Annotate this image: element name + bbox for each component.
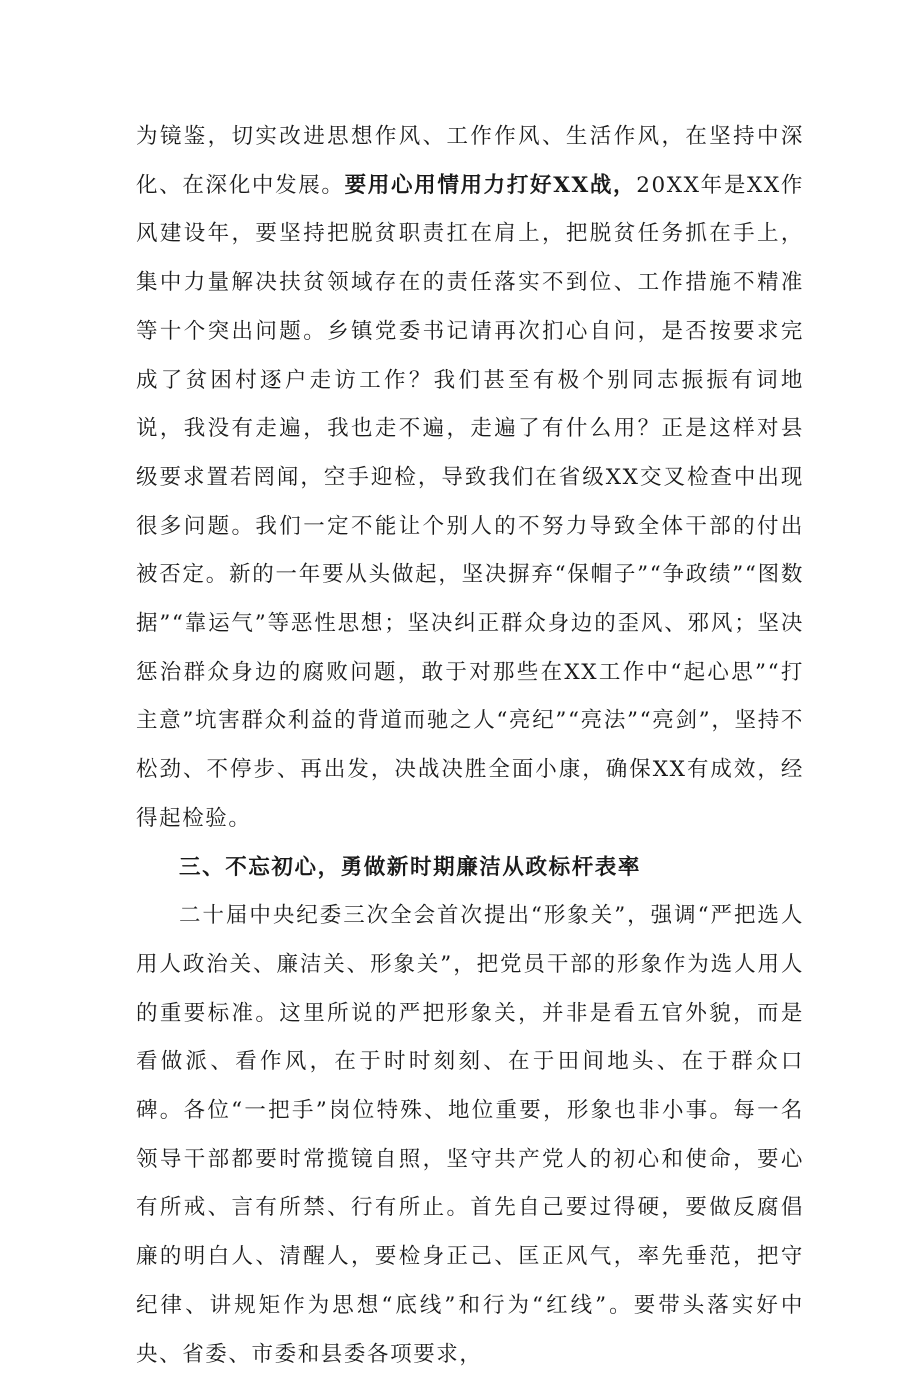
paragraph: 二十届中央纪委三次全会首次提出“形象关”，强调“严把选人用人政治关、廉洁关、形象关”，把党员干部的形象作为选人用人的重要标准。这里所说的严把形象关，并非是看五官外貌，而是看做派、看作风，在于时时刻刻、在于田间地头、在于群众口碑。各位“一把手”岗位特殊、地位重要，形象也非小事。每一名领导干部都要时常揽镜自照，坚守共产党人的初心和使命，要心有所戒、言有所禁、行有所止。首先自己要过得硬，要做反腐倡廉的明白人、清醒人，要检身正己、匡正风气，率先垂范，把守纪律、讲规矩作为思想“底线”和行为“红线”。要带头落实好中央、省委、市委和县委各项要求，: [136, 903, 804, 1367]
paragraph-continued: [136, 113, 804, 844]
paragraph-text: 为镜鉴，切实改进思想作风、工作作风、生活作风，在坚持中深化、在深化中发展。: [136, 124, 804, 198]
section-heading: 三、不忘初心，勇做新时期廉洁从政标杆表率: [179, 854, 642, 880]
bold-lead-sentence: 要用心用情用力打好XX战，: [344, 172, 637, 198]
paragraph-text: 20XX年是XX作风建设年，要坚持把脱贫职责扛在肩上，把脱贫任务抓在手上，集中力量解决扶贫领域存在的责任落实不到位、工作措施不精准等十个突出问题。乡镇党委书记请再次扪心自问，是否按要求完成了贫困村逐户走访工作？我们甚至有极个别同志振振有词地说，我没有走遍，我也走不遍，走遍了有什么用？正是这样对县级要求置若罔闻，空手迎检，导致我们在省级XX交叉检查中出现很多问题。我们一定不能让个别人的不努力导致全体干部的付出被否定。新的一年要从头做起，坚决摒弃“保帽子”“争政绩”“图数据”“靠运气”等恶性思想；坚决纠正群众身边的歪风、邪风；坚决惩治群众身边的腐败问题，敢于对那些在XX工作中“起心思”“打主意”坑害群众利益的背道而驰之人“亮纪”“亮法”“亮剑”，坚持不松劲、不停步、再出发，决战决胜全面小康，确保XX有成效，经得起检验。: [136, 172, 805, 831]
document-body: [136, 113, 804, 1379]
